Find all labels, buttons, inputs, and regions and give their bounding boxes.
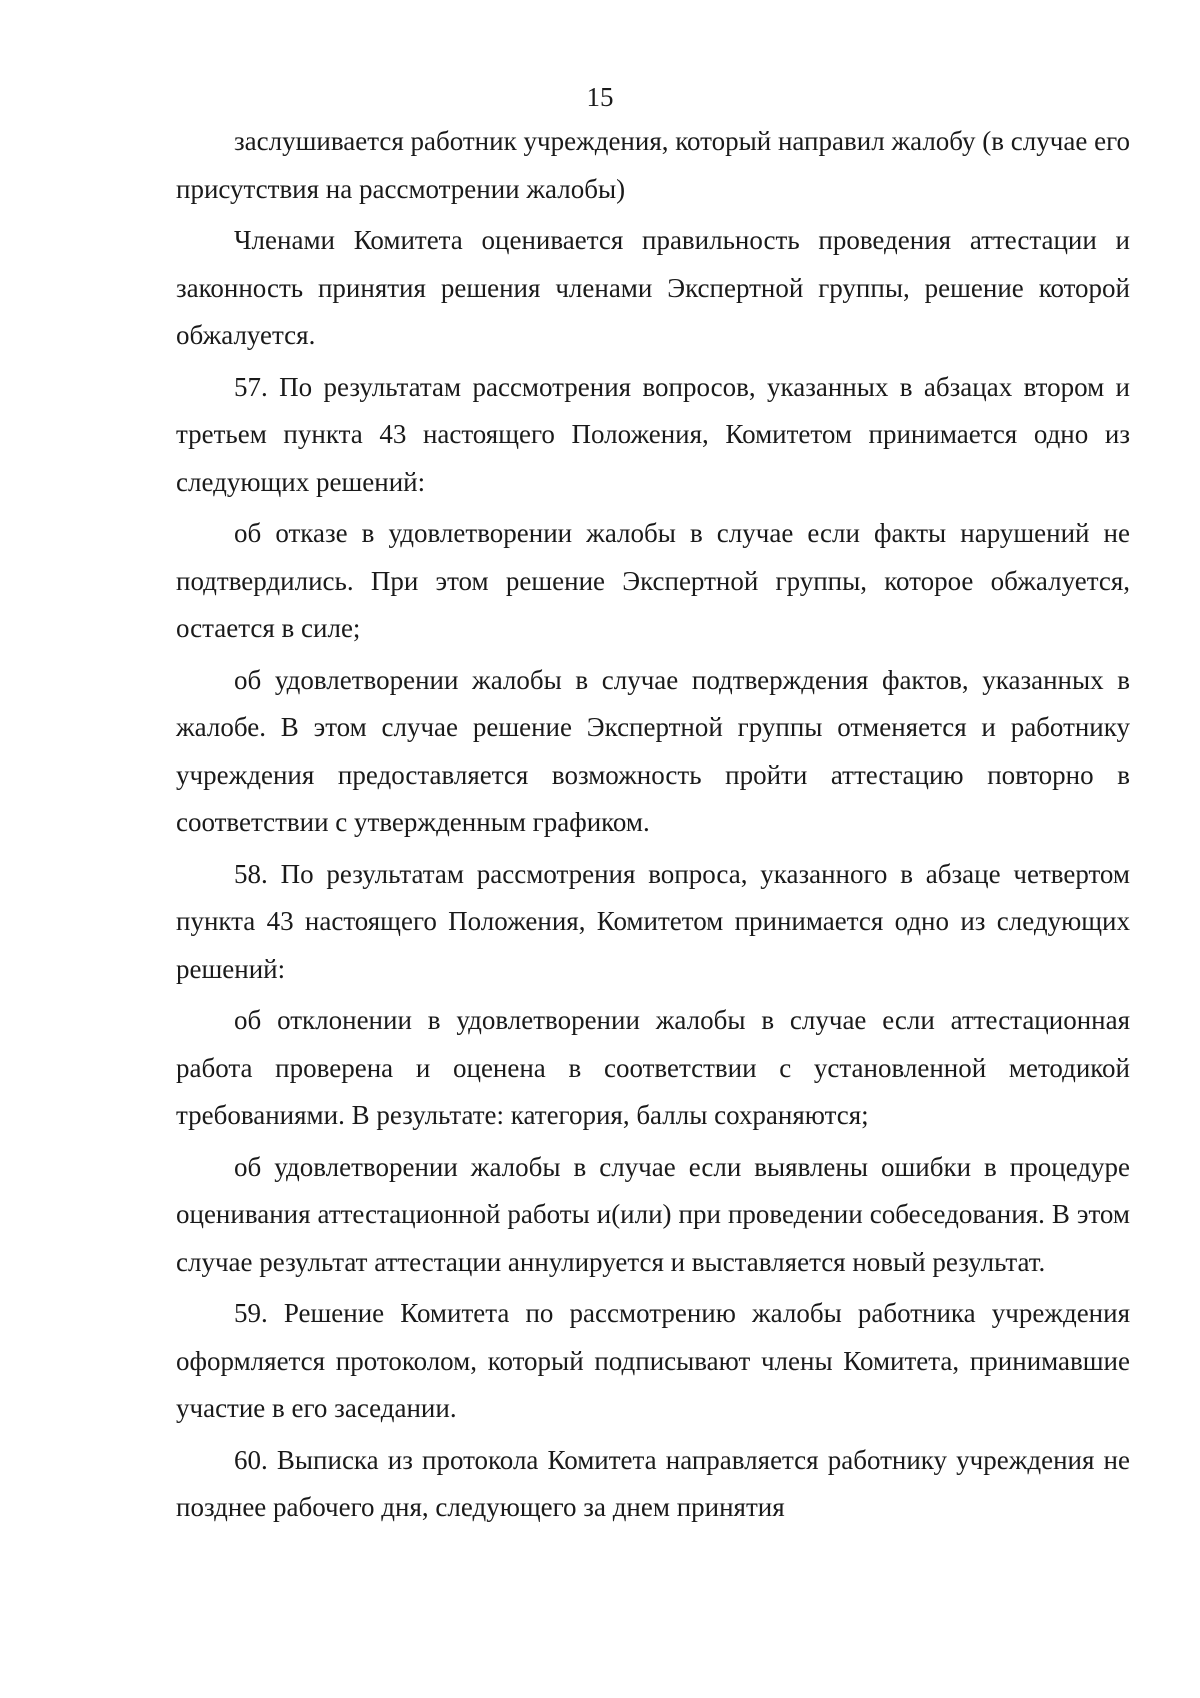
paragraph-60: 60. Выписка из протокола Комитета направляется работнику учреждения не позднее рабочего дня, следующего за днем принятия	[176, 1444, 1130, 1522]
paragraph-58-option-2: об удовлетворении жалобы в случае если выявлены ошибки в процедуре оценивания аттестационной работы и(или) при проведении собеседования. В этом случае результат аттестации аннулируется и выставляется новый результат.	[176, 1151, 1130, 1277]
document-body	[176, 118, 1130, 1534]
paragraph-58: 58. По результатам рассмотрения вопроса, указанного в абзаце четвертом пункта 43 настоящего Положения, Комитетом принимается одно из следующих решений:	[176, 858, 1130, 984]
paragraph-57-option-1: об отказе в удовлетворении жалобы в случае если факты нарушений не подтвердились. При этом решение Экспертной группы, которое обжалуется, остается в силе;	[176, 518, 1130, 643]
paragraph-58-option-1: об отклонении в удовлетворении жалобы в случае если аттестационная работа проверена и оценена в соответствии с установленной методикой требованиями. В результате: категория, баллы сохраняются;	[176, 1005, 1130, 1130]
paragraph-2: Членами Комитета оценивается правильность проведения аттестации и законность принятия решения членами Экспертной группы, решение которой обжалуется.	[176, 225, 1130, 350]
paragraph-59: 59. Решение Комитета по рассмотрению жалобы работника учреждения оформляется протоколом, который подписывают члены Комитета, принимавшие участие в его заседании.	[176, 1298, 1130, 1423]
page-number: 15	[586, 82, 614, 112]
paragraph-57: 57. По результатам рассмотрения вопросов, указанных в абзацах втором и третьем пункта 43 настоящего Положения, Комитетом принимается одно из следующих решений:	[176, 371, 1130, 497]
paragraph-1: заслушивается работник учреждения, который направил жалобу (в случае его присутствия на рассмотрении жалобы)	[176, 126, 1130, 204]
paragraph-57-option-2: об удовлетворении жалобы в случае подтверждения фактов, указанных в жалобе. В этом случае решение Экспертной группы отменяется и работнику учреждения предоставляется возможность пройти аттестацию повторно в соответствии с утвержденным графиком.	[176, 664, 1130, 837]
